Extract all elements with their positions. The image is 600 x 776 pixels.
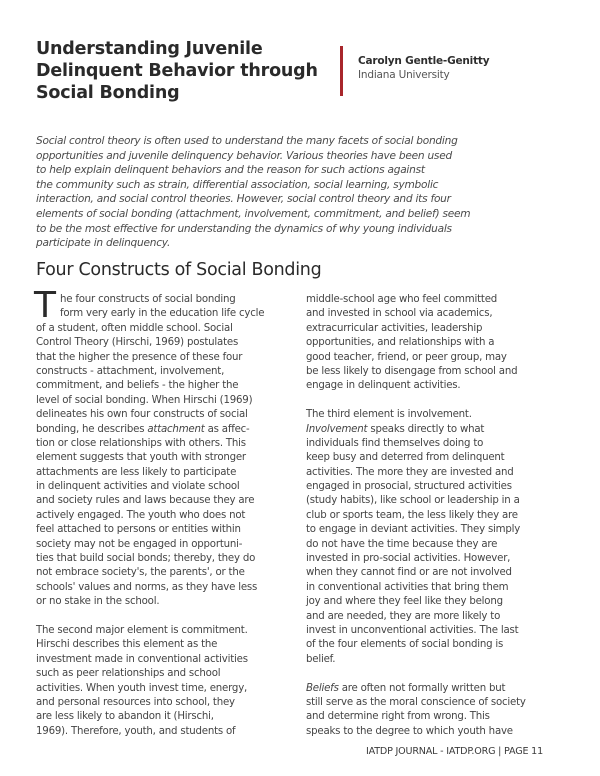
body-line: form very early in the education life cycle bbox=[60, 308, 265, 320]
body-line: Involvement speaks directly to what bbox=[306, 423, 485, 435]
body-line: do not have the time because they are bbox=[306, 538, 498, 550]
body-line: tion or close relationships with others. This bbox=[36, 437, 246, 449]
body-line: attachments are less likely to participate bbox=[36, 466, 237, 478]
body-line: to engage in deviant activities. They simply bbox=[306, 524, 521, 536]
body-line: invest in unconventional activities. The last bbox=[306, 624, 519, 636]
body-line: commitment, and beliefs - the higher the bbox=[36, 380, 239, 392]
body-line: in delinquent activities and violate school bbox=[36, 481, 240, 493]
body-line: Beliefs are often not formally written but bbox=[306, 682, 506, 694]
header-divider bbox=[340, 46, 343, 96]
body-line: actively engaged. The youth who does not bbox=[36, 509, 246, 521]
paragraph-gap bbox=[306, 667, 568, 681]
article-title bbox=[36, 38, 326, 104]
body-line: keep busy and deterred from delinquent bbox=[306, 452, 505, 464]
body-line: speaks to the degree to which youth have bbox=[306, 725, 513, 737]
author-affiliation: Indiana University bbox=[358, 69, 450, 81]
body-line: joy and where they feel like they belong bbox=[306, 596, 503, 608]
abstract-line: to help explain delinquent behaviors and the reason for such actions against bbox=[36, 164, 425, 177]
author-name: Carolyn Gentle-Genitty bbox=[358, 55, 490, 67]
body-line: and invested in school via academics, bbox=[306, 308, 493, 320]
body-line: engage in delinquent activities. bbox=[306, 380, 461, 392]
body-line: level of social bonding. When Hirschi (1969) bbox=[36, 394, 253, 406]
drop-cap: T bbox=[34, 285, 56, 326]
body-line: of a student, often middle school. Social bbox=[36, 322, 233, 334]
body-line: are less likely to abandon it (Hirschi, bbox=[36, 711, 214, 723]
body-line: such as peer relationships and school bbox=[36, 668, 221, 680]
body-line: feel attached to persons or entities within bbox=[36, 524, 241, 536]
abstract-line: participate in delinquency. bbox=[36, 237, 171, 250]
body-line: when they cannot find or are not involved bbox=[306, 567, 512, 579]
body-line: society may not be engaged in opportuni- bbox=[36, 538, 243, 550]
body-line: and determine right from wrong. This bbox=[306, 711, 490, 723]
body-line: The third element is involvement. bbox=[306, 409, 472, 421]
body-line: and personal resources into school, they bbox=[36, 696, 235, 708]
body-line: club or sports team, the less likely they are bbox=[306, 509, 518, 521]
body-line: Control Theory (Hirschi, 1969) postulates bbox=[36, 337, 239, 349]
body-line: Hirschi describes this element as the bbox=[36, 639, 218, 651]
body-line: activities. The more they are invested and bbox=[306, 466, 514, 478]
abstract-line: interaction, and social control theories. However, social control theory and its four bbox=[36, 193, 451, 206]
abstract-line: Social control theory is often used to understand the many facets of social bonding bbox=[36, 135, 458, 147]
emphasis-attachment: attachment bbox=[147, 423, 205, 435]
body-line: opportunities, and relationships with a bbox=[306, 337, 495, 349]
body-line: extracurricular activities, leadership bbox=[306, 322, 483, 334]
abstract bbox=[36, 134, 566, 251]
body-line: that the higher the presence of these four bbox=[36, 351, 243, 363]
emphasis-beliefs: Beliefs bbox=[306, 682, 339, 694]
body-line: delineates his own four constructs of social bbox=[36, 409, 248, 421]
body-line: not embrace society's, the parents', or the bbox=[36, 567, 245, 579]
body-line: activities. When youth invest time, energy, bbox=[36, 682, 248, 694]
body-line: or no stake in the school. bbox=[36, 596, 160, 608]
body-line: ties that build social bonds; thereby, they do bbox=[36, 553, 256, 565]
body-line: investment made in conventional activities bbox=[36, 653, 248, 665]
body-line: and are needed, they are more likely to bbox=[306, 610, 501, 622]
abstract-line: elements of social bonding (attachment, involvement, commitment, and belief) seem bbox=[36, 207, 471, 220]
right-column bbox=[306, 293, 568, 739]
body-line: good teacher, friend, or peer group, may bbox=[306, 351, 507, 363]
paragraph-gap bbox=[36, 610, 298, 624]
section-heading: Four Constructs of Social Bonding bbox=[36, 260, 322, 280]
body-line: 1969). Therefore, youth, and students of bbox=[36, 725, 236, 737]
body-line: still serve as the moral conscience of society bbox=[306, 696, 526, 708]
body-line: individuals find themselves doing to bbox=[306, 437, 484, 449]
page-footer: IATDP JOURNAL - IATDP.ORG | PAGE 11 bbox=[366, 746, 543, 757]
left-column bbox=[34, 285, 298, 739]
title-line: Social Bonding bbox=[36, 83, 180, 103]
body-line: invested in pro-social activities. However, bbox=[306, 553, 511, 565]
body-line: The second major element is commitment. bbox=[36, 624, 248, 636]
body-line: be less likely to disengage from school and bbox=[306, 365, 518, 377]
abstract-line: the community such as strain, differential association, social learning, symbolic bbox=[36, 178, 439, 191]
body-line: (study habits), like school or leadership in a bbox=[306, 495, 520, 507]
body-line: and society rules and laws because they are bbox=[36, 495, 255, 507]
body-line: middle-school age who feel committed bbox=[306, 294, 498, 305]
body-line: bonding, he describes attachment as affec- bbox=[36, 423, 250, 435]
body-line: in conventional activities that bring them bbox=[306, 581, 509, 593]
abstract-line: to be the most effective for understanding the dynamics of why young individuals bbox=[36, 222, 452, 235]
body-line: he four constructs of social bonding bbox=[60, 294, 236, 305]
body-line: engaged in prosocial, structured activities bbox=[306, 481, 512, 493]
emphasis-involvement: Involvement bbox=[306, 423, 368, 435]
paragraph-gap bbox=[306, 394, 568, 408]
title-line: Delinquent Behavior through bbox=[36, 61, 318, 81]
body-line: schools' values and norms, as they have less bbox=[36, 581, 258, 593]
body-line: constructs - attachment, involvement, bbox=[36, 365, 225, 377]
title-line: Understanding Juvenile bbox=[36, 39, 263, 59]
body-line: of the four elements of social bonding is bbox=[306, 639, 504, 651]
body-line: element suggests that youth with stronger bbox=[36, 452, 246, 464]
author-block bbox=[358, 54, 489, 82]
body-line: belief. bbox=[306, 653, 336, 665]
abstract-line: opportunities and juvenile delinquency behavior. Various theories have been used bbox=[36, 149, 452, 162]
